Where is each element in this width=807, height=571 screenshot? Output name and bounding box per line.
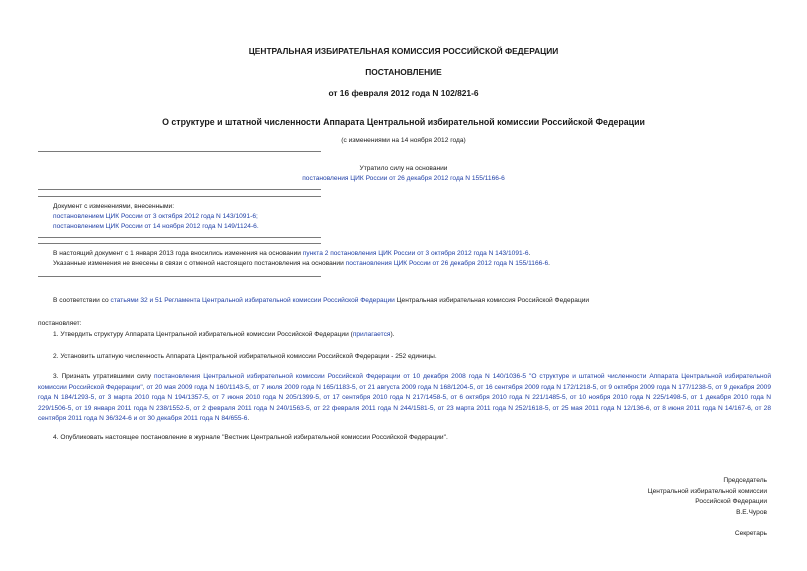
repealed-acts-link[interactable]: постановления Центральной избирательной комиссии Российской Федерации от 10 декабря 2008 года N 140/1036-5 "О структуре и штатной численности Аппарата Центральной избирательной комиссии Российской Федерации", от 20 мая 2009 года N 160/1143-5, от 7 июля 2009 года N 165/1183-5, от 21 августа 2009 года N 168/1204-5, от 16 сентября 2009 года N 172/1218-5, от 9 октября 2009 года N 177/1238-5, от 9 декабря 2009 года N 184/1293-5, от 3 марта 2010 года N 194/1357-5, от 7 июня 2010 года N 205/1399-5, от 17 сентября 2010 года N 217/1458-5, от 6 октября 2010 года N 221/1485-5, от 10 ноября 2010 года N 225/1498-5, от 1 декабря 2010 года N 229/1506-5, от 19 января 2011 года N 238/1552-5, от 2 февраля 2011 года N 240/1563-5, от 22 февраля 2011 года N 244/1581-5, от 23 марта 2011 года N 252/1618-5, от 25 мая 2011 года N 12/136-6, от 8 июня 2011 года N 14/167-6, от 28 сентября 2011 года N 36/324-6 и от 30 декабря 2011 года N 84/655-6 — [38, 373, 771, 422]
attachment-link[interactable]: прилагается — [352, 331, 391, 338]
change-link-2[interactable]: постановлением ЦИК России от 14 ноября 2012 года N 149/1124-6. — [53, 223, 259, 230]
item-1-text: 1. Утвердить структуру Аппарата Центральной избирательной комиссии Российской Федерации ( — [53, 331, 353, 338]
item-3 — [38, 372, 771, 425]
item-3-text: 3. Признать утратившими силу — [53, 373, 155, 380]
repeal-link[interactable]: постановления ЦИК России от 26 декабря 2012 года N 155/1166-6 — [302, 175, 505, 182]
regulation-link[interactable]: статьями 32 и 51 Регламента Центральной избирательной комиссии Российской Федерации — [110, 297, 395, 304]
chairman-org-2: Российской Федерации — [695, 498, 767, 505]
signature-block — [648, 476, 767, 540]
org-heading: ЦЕНТРАЛЬНАЯ ИЗБИРАТЕЛЬНАЯ КОМИССИЯ РОССИЙСКОЙ ФЕДЕРАЦИИ — [248, 46, 559, 56]
divider — [38, 276, 321, 277]
decides-label: постановляет: — [38, 320, 82, 327]
item-4: 4. Опубликовать настоящее постановление в журнале "Вестник Центральной избирательной комиссии Российской Федерации". — [53, 434, 448, 441]
notice-link-1[interactable]: пункта 2 постановления ЦИК России от 3 октября 2012 года N 143/1091-6 — [302, 250, 529, 257]
intro-text: В соответствии со — [53, 297, 111, 304]
chairman-name: В.Е.Чуров — [736, 508, 767, 516]
change-link-1[interactable]: постановлением ЦИК России от 3 октября 2012 года N 143/1091-6; — [53, 213, 258, 220]
divider — [38, 151, 321, 152]
notice-link-2[interactable]: постановления ЦИК России от 26 декабря 2012 года N 155/1166-6 — [345, 260, 549, 267]
notice-text: В настоящий документ с 1 января 2013 года вносились изменения на основании — [53, 250, 303, 257]
edition-note: (с изменениями на 14 ноября 2012 года) — [341, 137, 466, 144]
chairman-role: Председатель — [723, 477, 767, 484]
notice-line-2 — [53, 259, 550, 269]
notice-punct: . — [528, 250, 531, 257]
divider — [38, 237, 321, 238]
doc-type-heading: ПОСТАНОВЛЕНИЕ — [365, 67, 442, 77]
date-number: от 16 февраля 2012 года N 102/821-6 — [328, 88, 479, 98]
item-1 — [53, 330, 394, 340]
divider — [38, 189, 321, 190]
intro-paragraph — [53, 296, 589, 306]
divider — [38, 243, 321, 244]
item-1-end: ). — [390, 331, 395, 338]
notice-punct: . — [548, 260, 551, 267]
chairman-org-1: Центральной избирательной комиссии — [647, 487, 767, 495]
item-2: 2. Установить штатную численность Аппарата Центральной избирательной комиссии Российской Федерации - 252 единицы. — [53, 353, 437, 360]
document-title: О структуре и штатной численности Аппарата Центральной избирательной комиссии Российской Федерации — [162, 117, 645, 127]
divider — [38, 196, 321, 197]
item-3-end: . — [247, 415, 250, 422]
secretary-role: Секретарь — [734, 530, 767, 537]
changes-label: Документ с изменениями, внесенными: — [53, 203, 175, 210]
notice-line-1 — [53, 249, 530, 259]
status-line: Утратило силу на основании — [359, 165, 448, 172]
intro-text-end: Центральная избирательная комиссия Российской Федерации — [394, 297, 590, 304]
notice-text: Указанные изменения не внесены в связи с отменой настоящего постановления на основании — [53, 260, 346, 267]
